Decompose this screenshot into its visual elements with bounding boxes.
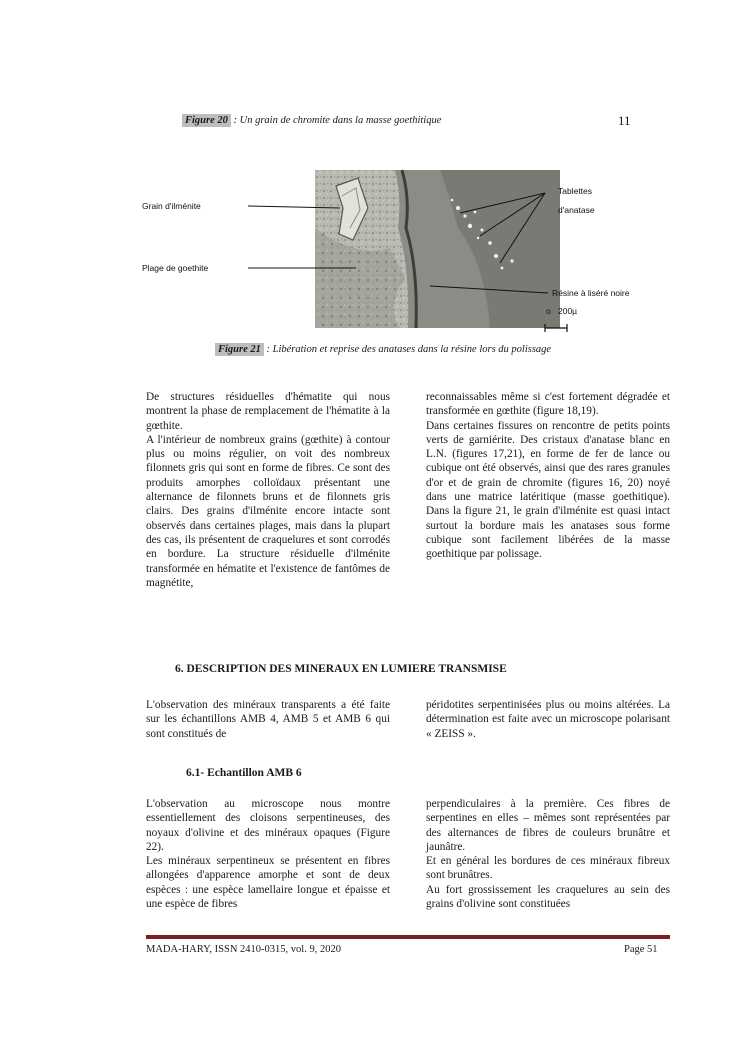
section6-left — [146, 698, 390, 741]
section61-right-paragraph-1: perpendiculaires à la première. Ces fibres de serpentines en elles – mêmes sont représentées par des alternances de fibres de couleurs brunâtre et jaunâtre. — [426, 798, 670, 853]
figure21-label: Figure 21 — [215, 343, 264, 356]
body-right-paragraph-2: Dans certaines fissures on rencontre de petits points verts de garniérite. Des cristaux d'anatase blanc en L.N. (figures 17,21), en forme de fer de lance ou cubique ont été observés, ainsi que des rares granules d'or et de grain de chromite (figures 16, 20) noyé dans une matrice latéritique (masse goethitique). Dans la figure 21, le grain d'ilménite est quasi intact surtout la bordure mais les anatases sous forme cubique sont facilement libérées de la masse goethitique par polissage. — [426, 419, 670, 561]
label-goethite: Plage de goethite — [142, 263, 209, 273]
section6-title: 6. DESCRIPTION DES MINERAUX EN LUMIERE TRANSMISE — [175, 663, 507, 675]
scale-label: 200µ — [558, 306, 578, 316]
scale-marker: o — [546, 306, 551, 316]
page-marker: 11 — [618, 113, 631, 128]
body-left-paragraph-2: A l'intérieur de nombreux grains (gœthite) à contour plus ou moins régulier, on voit des nombreux filonnets gris qui sont en forme de fibres. Ce sont des produits amorphes colloïdaux présentant une alternance de filonnets bruns et de filonnets gris clairs. Des grains d'ilménite encore intacte sont observés dans certaines plages, mais dans la plupart des cas, ils présentent de craquelures et sont corrodés en bordure. La structure résiduelle d'ilménite transformée en hématite et l'existence de fantômes de magnétite, — [146, 433, 390, 589]
section6-right — [426, 698, 670, 741]
section61-right-paragraph-3: Au fort grossissement les craquelures au sein des grains d'olivine sont constituées — [426, 883, 670, 911]
figure20-label: Figure 20 — [182, 114, 231, 127]
section61-left-paragraph-2: Les minéraux serpentineux se présentent en fibres allongées d'apparence amorphe et sont de deux espèces : une espèce lamellaire longue et épaisse et une espèce de fibres — [146, 855, 390, 911]
section6-right-paragraph: péridotites serpentinisées plus ou moins altérées. La détermination est faite avec un microscope polarisant « ZEISS ». — [426, 699, 670, 740]
figure21-caption — [215, 344, 551, 355]
section61-left-paragraph-1: L'observation au microscope nous montre essentiellement des cloisons serpentineuses, des noyaux d'olivine et des minéraux opaques (Figure 22). — [146, 798, 390, 853]
section61-left — [146, 797, 390, 911]
section61-right-paragraph-2: Et en général les bordures de ces minéraux fibreux sont brunâtres. — [426, 855, 670, 882]
label-tablettes-1: Tablettes — [558, 186, 593, 196]
figure21 — [140, 168, 660, 338]
label-tablettes-2: d'anatase — [558, 205, 595, 215]
label-ilmenite: Grain d'ilménite — [142, 201, 201, 211]
figure21-caption-text: : Libération et reprise des anatases dans la résine lors du polissage — [263, 344, 552, 355]
footer-rule — [146, 935, 670, 939]
label-resine: Résine à liséré noire — [552, 288, 630, 298]
footer-journal: MADA-HARY, ISSN 2410-0315, vol. 9, 2020 — [146, 944, 341, 955]
figure20-caption — [182, 115, 441, 126]
figure20-caption-text: : Un grain de chromite dans la masse goethitique — [230, 115, 442, 126]
body-left-paragraph-1: De structures résiduelles d'hématite qui nous montrent la phase de remplacement de l'hématite à la gœthite. — [146, 391, 390, 432]
section61-right — [426, 797, 670, 911]
body-left-column — [146, 390, 390, 590]
body-right-paragraph-1: reconnaissables même si c'est fortement dégradée et transformée en gœthite (figure 18,19). — [426, 391, 670, 418]
section61-title: 6.1- Echantillon AMB 6 — [186, 767, 302, 779]
figure21-micrograph — [140, 168, 660, 338]
footer-page: Page 51 — [624, 944, 658, 955]
body-right-column — [426, 390, 670, 562]
photo — [315, 170, 560, 328]
section6-left-paragraph: L'observation des minéraux transparents a été faite sur les échantillons AMB 4, AMB 5 et AMB 6 qui sont constitués de — [146, 699, 390, 740]
